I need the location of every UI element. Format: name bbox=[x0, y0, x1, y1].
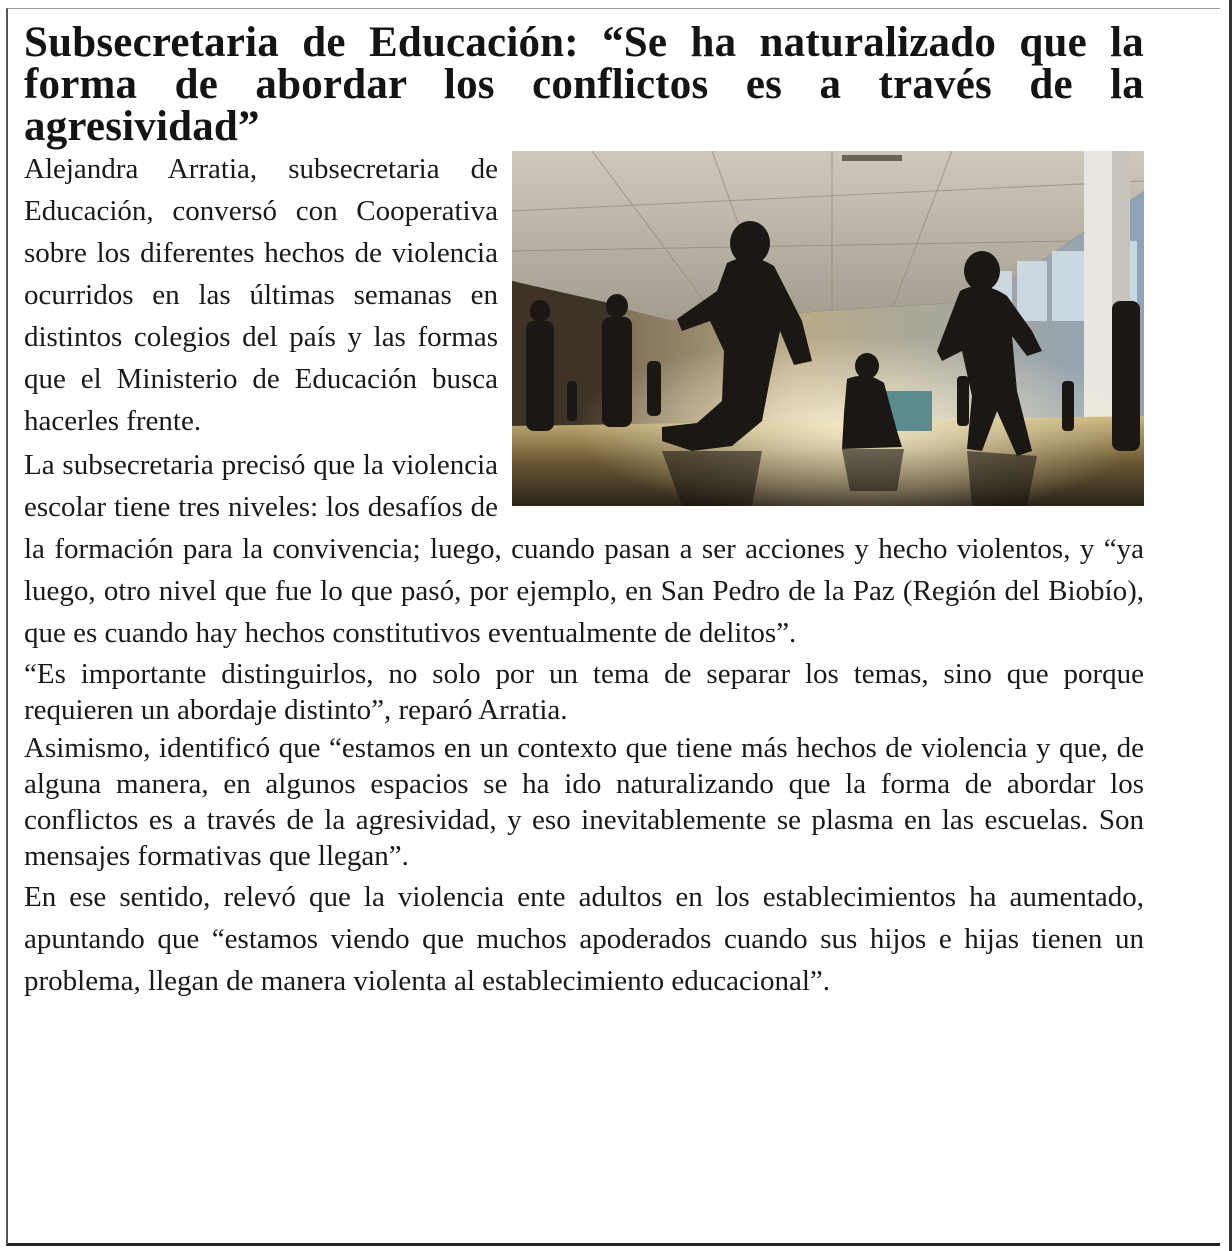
article-paragraph: Asimismo, identificó que “estamos en un contexto que tiene más hechos de violencia y que, de alguna manera, en algunos espacios se ha ido naturalizando que la forma de abordar los conflictos es a través de la agresividad, y eso inevitablemente se plasma en las escuelas. Son mensajes formativas que llegan”. bbox=[24, 732, 1144, 872]
news-article bbox=[24, 19, 1144, 1002]
school-hallway-photo bbox=[512, 151, 1144, 506]
article-headline: Subsecretaria de Educación: “Se ha naturalizado que la forma de abordar los conflictos es a través de la agresividad” bbox=[24, 19, 1144, 150]
article-paragraph: En ese sentido, relevó que la violencia ente adultos en los establecimientos ha aumentado, apuntando que “estamos viendo que muchos apoderados cuando sus hijos e hijas tienen un problema, llegan de manera violenta al establecimiento educacional”. bbox=[24, 881, 1144, 997]
article-paragraph: La subsecretaria precisó que la violencia escolar tiene tres niveles: los desafíos de la formación para la convivencia; luego, cuando pasan a ser acciones y hecho violentos, y “ya luego, otro nivel que fue lo que pasó, por ejemplo, en San Pedro de la Paz (Región del Biobío), que es cuando hay hechos constitutivos eventualmente de delitos”. bbox=[24, 449, 1144, 649]
article-paragraph: Alejandra Arratia, subsecretaria de Educación, conversó con Cooperativa sobre los diferentes hechos de violencia ocurridos en las últimas semanas en distintos colegios del país y las formas que el Ministerio de Educación busca hacerles frente. bbox=[24, 153, 498, 437]
article-paragraph: “Es importante distinguirlos, no solo por un tema de separar los temas, sino que porque requieren un abordaje distinto”, reparó Arratia. bbox=[24, 658, 1144, 726]
